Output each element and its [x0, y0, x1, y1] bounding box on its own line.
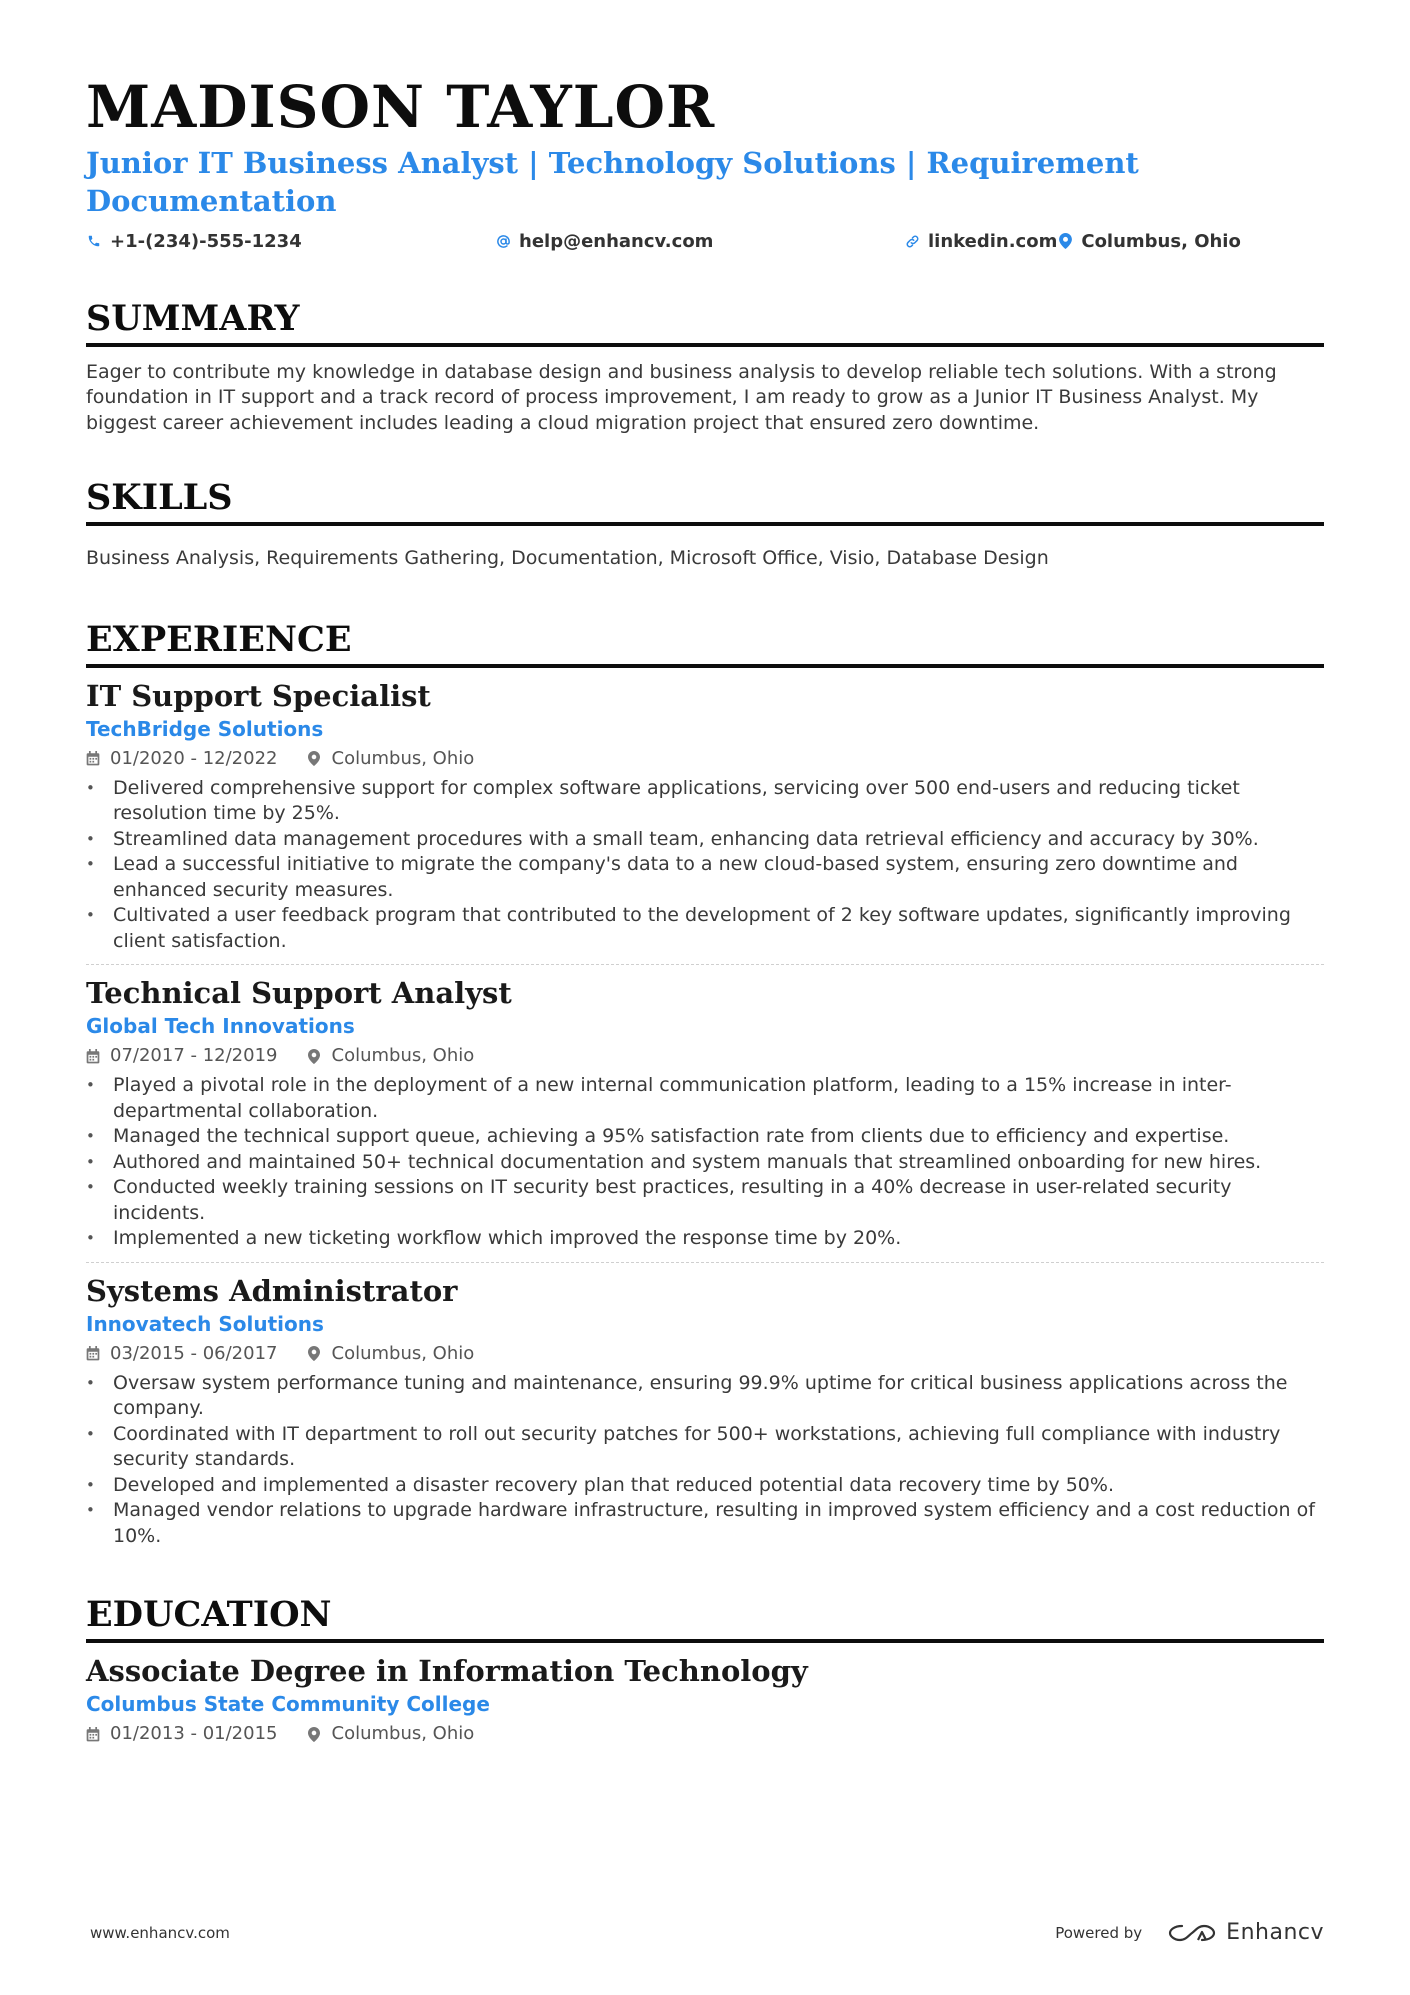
summary-title: SUMMARY	[86, 299, 1324, 347]
calendar-icon	[86, 1726, 102, 1742]
calendar-icon	[86, 1048, 102, 1064]
enhancv-logo-icon	[1168, 1922, 1216, 1944]
job-location	[308, 1041, 475, 1071]
location-text: Columbus, Ohio	[331, 1342, 475, 1364]
calendar-icon	[86, 1346, 102, 1362]
job-meta	[86, 1339, 1324, 1369]
education-section	[86, 1595, 1324, 1759]
page-footer	[90, 1920, 1324, 1945]
degree-title: Associate Degree in Information Technology	[86, 1654, 808, 1689]
location-pin-icon	[308, 751, 324, 767]
education-location	[308, 1719, 475, 1749]
experience-entry	[86, 678, 1324, 965]
bullet-item: • Cultivated a user feedback program that contributed to the development of 2 key software updates, significantly improving client satisfaction.	[86, 903, 1324, 954]
experience-title: EXPERIENCE	[86, 620, 1324, 668]
bullet-item: • Delivered comprehensive support for complex software applications, servicing over 500 end-users and reducing ticket resolution time by 25%.	[86, 776, 1324, 827]
phone-text: +1-(234)-555-1234	[110, 230, 302, 252]
location-text: Columbus, Ohio	[331, 1045, 475, 1067]
calendar-icon	[86, 751, 102, 767]
summary-section	[86, 299, 1324, 437]
job-dates	[86, 1339, 278, 1369]
location-text: Columbus, Ohio	[331, 1723, 475, 1745]
bullet-item: • Played a pivotal role in the deployment of a new internal communication platform, leading to a 15% increase in inter-departmental collaboration.	[86, 1073, 1324, 1124]
bullet-item: • Authored and maintained 50+ technical documentation and system manuals that streamlined onboarding for new hires.	[86, 1150, 1324, 1176]
job-location	[308, 1339, 475, 1369]
location-pin-icon	[308, 1346, 324, 1362]
job-dates	[86, 744, 278, 774]
bullet-item: • Coordinated with IT department to roll out security patches for 500+ workstations, achieving full compliance with industry security standards.	[86, 1422, 1324, 1473]
experience-entry	[86, 964, 1324, 1262]
dates-text: 01/2013 - 01/2015	[110, 1723, 278, 1745]
bullet-item: • Implemented a new ticketing workflow which improved the response time by 20%.	[86, 1226, 1324, 1252]
bullet-item: • Oversaw system performance tuning and maintenance, ensuring 99.9% uptime for critical business applications across the company.	[86, 1371, 1324, 1422]
dates-text: 01/2020 - 12/2022	[110, 747, 278, 769]
location-text: Columbus, Ohio	[331, 747, 475, 769]
bullet-item: • Managed vendor relations to upgrade hardware infrastructure, resulting in improved system efficiency and a cost reduction of 10%.	[86, 1498, 1324, 1549]
dates-text: 07/2017 - 12/2019	[110, 1045, 278, 1067]
company-name: Innovatech Solutions	[86, 1311, 324, 1336]
bullet-item: • Streamlined data management procedures with a small team, enhancing data retrieval efficiency and accuracy by 30%.	[86, 827, 1324, 853]
skills-text: Business Analysis, Requirements Gathering, Documentation, Microsoft Office, Visio, Database Design	[86, 547, 1049, 570]
company-name: TechBridge Solutions	[86, 716, 324, 741]
job-bullets	[86, 1073, 1324, 1252]
footer-website[interactable]: www.enhancv.com	[90, 1923, 230, 1942]
location-pin-icon	[1057, 233, 1073, 249]
education-dates	[86, 1719, 278, 1749]
contact-phone[interactable]	[86, 228, 495, 255]
skills-section	[86, 478, 1324, 572]
job-title: Technical Support Analyst	[86, 976, 512, 1011]
job-dates	[86, 1041, 278, 1071]
job-bullets	[86, 1371, 1324, 1550]
contact-linkedin[interactable]	[904, 228, 1057, 255]
job-location	[308, 744, 475, 774]
experience-entry	[86, 1262, 1324, 1560]
resume-header	[86, 73, 1324, 255]
bullet-item: • Managed the technical support queue, achieving a 95% satisfaction rate from clients due to efficiency and expertise.	[86, 1124, 1324, 1150]
job-bullets	[86, 776, 1324, 955]
email-text: help@enhancv.com	[519, 230, 714, 252]
job-meta	[86, 744, 1324, 774]
contact-info	[86, 228, 1324, 255]
company-name: Global Tech Innovations	[86, 1014, 355, 1039]
bullet-item: • Conducted weekly training sessions on IT security best practices, resulting in a 40% decrease in user-related security incidents.	[86, 1175, 1324, 1226]
location-pin-icon	[308, 1048, 324, 1064]
powered-by-label: Powered by	[1055, 1923, 1143, 1942]
skills-title: SKILLS	[86, 478, 1324, 526]
at-icon	[495, 233, 511, 249]
bullet-item: • Developed and implemented a disaster recovery plan that reduced potential data recovery time by 50%.	[86, 1473, 1324, 1499]
job-meta	[86, 1041, 1324, 1071]
brand-name: Enhancv	[1226, 1920, 1324, 1945]
dates-text: 03/2015 - 06/2017	[110, 1342, 278, 1364]
powered-by	[1055, 1920, 1324, 1945]
contact-email[interactable]	[495, 228, 904, 255]
location-pin-icon	[308, 1726, 324, 1742]
bullet-item: • Lead a successful initiative to migrate the company's data to a new cloud-based system, ensuring zero downtime and enhanced security measures.	[86, 852, 1324, 903]
contact-location	[1057, 228, 1241, 255]
job-title: Systems Administrator	[86, 1273, 458, 1308]
summary-text: Eager to contribute my knowledge in database design and business analysis to develop reliable tech solutions. With a strong foundation in IT support and a track record of process improvement, I am ready to grow as a Junior IT Business Analyst. My biggest career achievement includes leading a cloud migration project that ensured zero downtime.	[86, 360, 1277, 434]
candidate-headline: Junior IT Business Analyst | Technology Solutions | Requirement Documentation	[86, 145, 1139, 218]
candidate-name: MADISON TAYLOR	[86, 73, 716, 141]
education-entry	[86, 1653, 1324, 1759]
phone-icon	[86, 233, 102, 249]
school-name: Columbus State Community College	[86, 1692, 490, 1717]
location-text: Columbus, Ohio	[1081, 230, 1241, 252]
education-meta	[86, 1719, 1324, 1749]
experience-section	[86, 620, 1324, 1560]
education-title: EDUCATION	[86, 1595, 1324, 1643]
enhancv-brand[interactable]	[1168, 1920, 1324, 1945]
linkedin-text: linkedin.com	[928, 230, 1058, 252]
link-icon	[904, 233, 920, 249]
job-title: IT Support Specialist	[86, 678, 431, 713]
